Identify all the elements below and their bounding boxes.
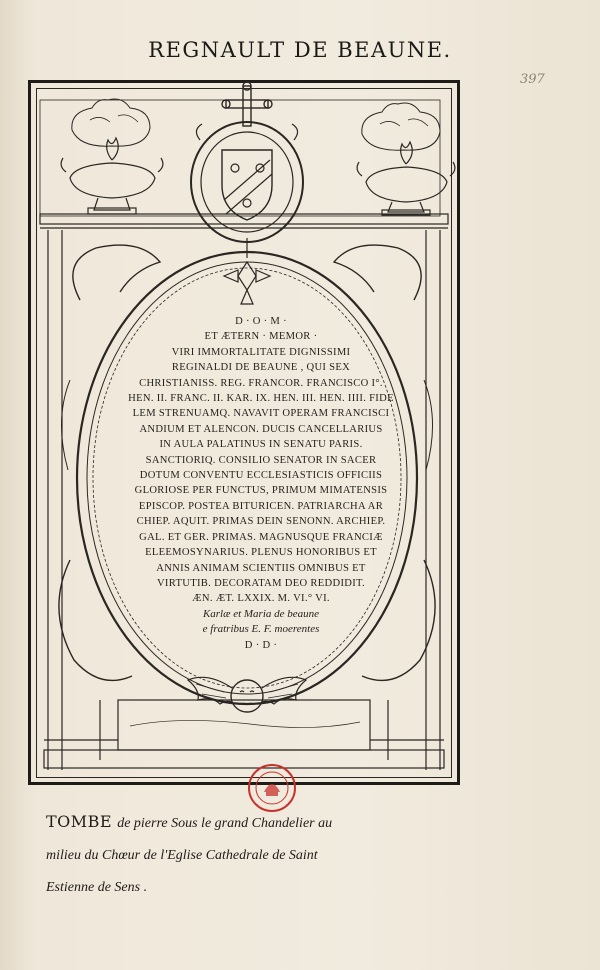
epitaph-line: D · O · M · (235, 316, 287, 327)
cross-icon (222, 82, 272, 126)
cherub-icon (188, 677, 306, 712)
folio-number: 397 (520, 72, 545, 87)
epitaph-line: SANCTIORIQ. CONSILIO SENATOR IN SACER (145, 454, 377, 466)
library-stamp-icon (246, 762, 298, 814)
caption-line-2: milieu du Chœur de l'Eglise Cathedrale de Saint (46, 848, 318, 863)
epitaph-line: ET ÆTERN · MEMOR · (204, 331, 318, 343)
epitaph-line: VIRI IMMORTALITATE DIGNISSIMI (171, 346, 351, 358)
epitaph-line: EPISCOP. POSTEA BITURICEN. PATRIARCHA AR (138, 500, 384, 512)
caption-line-1: de pierre Sous le grand Chandelier au (117, 816, 333, 831)
epitaph-line: CHIEP. AQUIT. PRIMAS DEIN SENONN. ARCHIEP. (136, 516, 386, 528)
caption-line-3: Estienne de Sens . (46, 880, 148, 895)
epitaph-line: GAL. ET GER. PRIMAS. MAGNUSQUE FRANCIÆ (139, 531, 383, 543)
epitaph-line: CHRISTIANISS. REG. FRANCOR. FRANCISCO I°. (139, 377, 383, 389)
epitaph-line: ELEEMOSYNARIUS. PLENUS HONORIBUS ET (145, 547, 377, 559)
caption-lead-word: TOMBE (46, 812, 113, 831)
epitaph-dedication: Karlæ et Maria de beaune (202, 607, 320, 620)
epitaph-line: VIRTUTIB. DECORATAM DEO REDDIDIT. (156, 577, 365, 589)
pendant-ornament-icon (224, 238, 270, 304)
epitaph-line: ANDIUM ET ALENCON. DUCIS CANCELLARIUS (139, 423, 383, 435)
epitaph-line: DOTUM CONVENTU ECCLESIASTICIS OFFICIIS (139, 470, 383, 482)
epitaph-line: GLORIOSE PER FUNCTUS, PRIMUM MIMATENSIS (134, 485, 388, 497)
page-title: REGNAULT DE BEAUNE. (148, 38, 452, 62)
epitaph-text (86, 314, 436, 653)
epitaph-dedication: e fratribus E. F. moerentes (202, 623, 320, 636)
tomb-base (44, 700, 444, 768)
epitaph-line: ÆN. ÆT. LXXIX. M. VI.° VI. (192, 593, 330, 605)
epitaph-line: IN AULA PALATINUS IN SENATU PARIS. (159, 439, 363, 451)
epitaph-line: REGINALDI DE BEAUNE , QUI SEX (171, 362, 351, 374)
epitaph-closing: D · D · (244, 639, 278, 651)
epitaph-line: HEN. II. FRANC. II. KAR. IX. HEN. III. HEN. IIII. FIDE (128, 393, 394, 405)
epitaph-line: LEM STRENUAMQ. NAVAVIT OPERAM FRANCISCI (132, 408, 390, 420)
left-lamp-icon (61, 99, 163, 214)
epitaph-line: ANNIS ANIMAM SCIENTIIS OMNIBUS ET (156, 562, 366, 574)
